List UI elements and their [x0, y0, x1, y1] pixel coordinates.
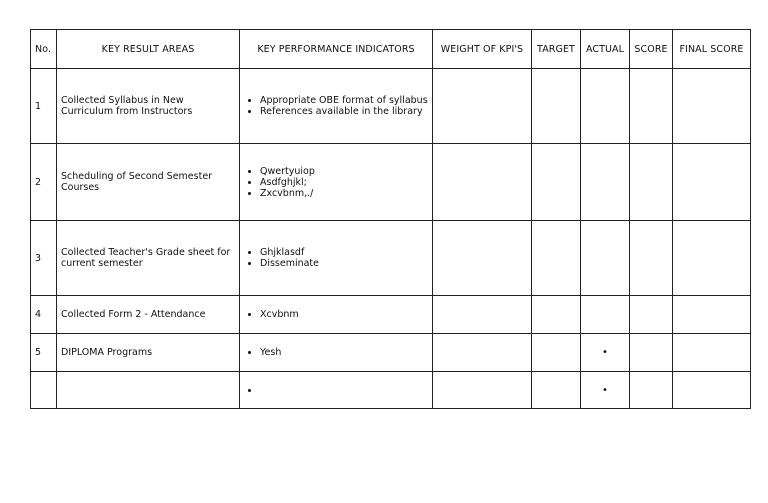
kpi-item: • Yesh	[260, 347, 428, 358]
weight-cell	[433, 221, 532, 296]
target-cell	[532, 296, 581, 334]
kpi-cell	[240, 221, 433, 296]
header-final-score: FINAL SCORE	[673, 30, 751, 69]
weight-cell	[433, 69, 532, 144]
kpi-item	[260, 385, 428, 396]
kpi-item: • Appropriate OBE format of syllabus	[260, 95, 428, 106]
score-cell	[630, 334, 673, 372]
score-cell	[630, 221, 673, 296]
header-weight-of-kpis: WEIGHT OF KPI'S	[433, 30, 532, 69]
kpi-item: • Xcvbnm	[260, 309, 428, 320]
weight-cell	[433, 296, 532, 334]
weight-cell	[433, 144, 532, 221]
final-score-cell	[673, 296, 751, 334]
score-cell	[630, 69, 673, 144]
kpi-list	[244, 385, 428, 396]
kpi-list	[244, 247, 428, 269]
kpi-cell	[240, 69, 433, 144]
actual-cell: •	[581, 334, 630, 372]
target-cell	[532, 221, 581, 296]
score-cell	[630, 296, 673, 334]
table-row	[31, 221, 751, 296]
table-row	[31, 296, 751, 334]
kpi-item: • Disseminate	[260, 258, 428, 269]
kpi-cell	[240, 372, 433, 409]
header-score: SCORE	[630, 30, 673, 69]
kpi-list	[244, 95, 428, 117]
kpi-list	[244, 347, 428, 358]
row-number: 2	[31, 144, 57, 221]
weight-cell	[433, 334, 532, 372]
kpi-item: • Ghjklasdf	[260, 247, 428, 258]
header-key-result-areas: KEY RESULT AREAS	[57, 30, 240, 69]
target-cell	[532, 372, 581, 409]
header-key-performance-indicators: KEY PERFORMANCE INDICATORS	[240, 30, 433, 69]
score-cell	[630, 372, 673, 409]
row-number: 3	[31, 221, 57, 296]
row-number	[31, 372, 57, 409]
kpi-cell	[240, 296, 433, 334]
kpi-list	[244, 309, 428, 320]
kpi-item: • Asdfghjkl;	[260, 177, 428, 188]
target-cell	[532, 144, 581, 221]
table-row	[31, 144, 751, 221]
table-row	[31, 334, 751, 372]
header-no: No.	[31, 30, 57, 69]
actual-cell	[581, 144, 630, 221]
header-target: TARGET	[532, 30, 581, 69]
row-number: 1	[31, 69, 57, 144]
kpi-item: • Zxcvbnm,./	[260, 188, 428, 199]
final-score-cell	[673, 221, 751, 296]
kpi-item: • Qwertyuiop	[260, 166, 428, 177]
key-result-area: Collected Syllabus in New Curriculum from Instructors	[57, 69, 240, 144]
table-row	[31, 372, 751, 409]
actual-cell	[581, 296, 630, 334]
final-score-cell	[673, 334, 751, 372]
actual-cell: •	[581, 372, 630, 409]
table-row	[31, 69, 751, 144]
target-cell	[532, 69, 581, 144]
key-result-area: Collected Teacher's Grade sheet for current semester	[57, 221, 240, 296]
key-result-area	[57, 372, 240, 409]
kpi-item: • References available in the library	[260, 106, 428, 117]
target-cell	[532, 334, 581, 372]
actual-cell	[581, 69, 630, 144]
weight-cell	[433, 372, 532, 409]
row-number: 5	[31, 334, 57, 372]
score-cell	[630, 144, 673, 221]
final-score-cell	[673, 69, 751, 144]
header-actual: ACTUAL	[581, 30, 630, 69]
kpi-cell	[240, 334, 433, 372]
header-row	[31, 30, 751, 69]
kpi-cell	[240, 144, 433, 221]
final-score-cell	[673, 144, 751, 221]
final-score-cell	[673, 372, 751, 409]
kpi-list	[244, 166, 428, 199]
row-number: 4	[31, 296, 57, 334]
key-result-area: Scheduling of Second Semester Courses	[57, 144, 240, 221]
kpi-table	[30, 29, 751, 409]
key-result-area: DIPLOMA Programs	[57, 334, 240, 372]
key-result-area: Collected Form 2 - Attendance	[57, 296, 240, 334]
actual-cell	[581, 221, 630, 296]
